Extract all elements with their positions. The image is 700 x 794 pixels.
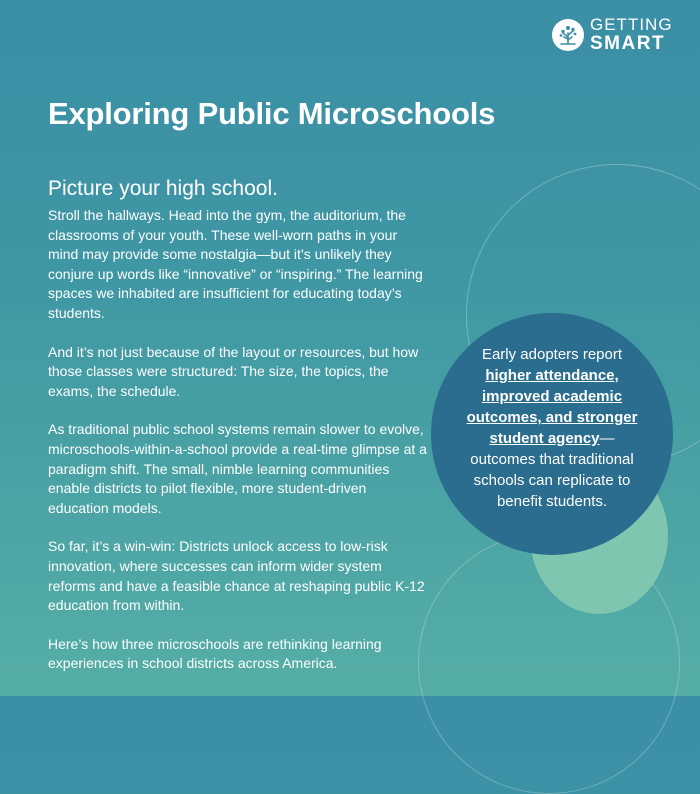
logo-wordmark bbox=[590, 16, 673, 53]
tree-icon bbox=[552, 19, 584, 51]
getting-smart-logo[interactable] bbox=[552, 16, 673, 53]
logo-line-smart: SMART bbox=[590, 33, 666, 54]
logo-line-getting: GETTING bbox=[590, 15, 673, 34]
paragraph-3: As traditional public school systems remain slower to evolve, microschools-within-a-school provide a real-time glimpse at a paradigm shift. The small, nimble learning communities enable districts to pilot flexible, more student-driven education models. bbox=[48, 421, 427, 516]
callout-outro: —outcomes that traditional schools can replicate to benefit students. bbox=[470, 430, 634, 510]
callout-highlight-link[interactable]: higher attendance, improved academic outcomes, and stronger student agency bbox=[466, 367, 638, 447]
article-body bbox=[48, 176, 428, 693]
callout-text bbox=[457, 344, 647, 512]
paragraph-2: And it’s not just because of the layout or resources, but how those classes were structured: The size, the topics, the exams, the schedule. bbox=[48, 343, 419, 399]
page-title: Exploring Public Microschools bbox=[48, 96, 496, 131]
paragraph-4: So far, it’s a win-win: Districts unlock access to low-risk innovation, where successes can inform wider system reforms and have a feasible chance at reshaping public K-12 education from within. bbox=[48, 538, 425, 614]
callout-bubble bbox=[431, 313, 673, 555]
paragraph-1: Stroll the hallways. Head into the gym, the auditorium, the classrooms of your youth. These well-worn paths in your mind may provide some nostalgia—but it’s unlikely they conjure up words like “innovative” or “inspiring.” The learning spaces we inhabited are insufficient for educating today’s students. bbox=[48, 207, 423, 321]
paragraph-5: Here’s how three microschools are rethinking learning experiences in school districts across America. bbox=[48, 635, 382, 672]
callout-intro: Early adopters report bbox=[481, 346, 623, 363]
section-subhead: Picture your high school. bbox=[48, 177, 278, 200]
